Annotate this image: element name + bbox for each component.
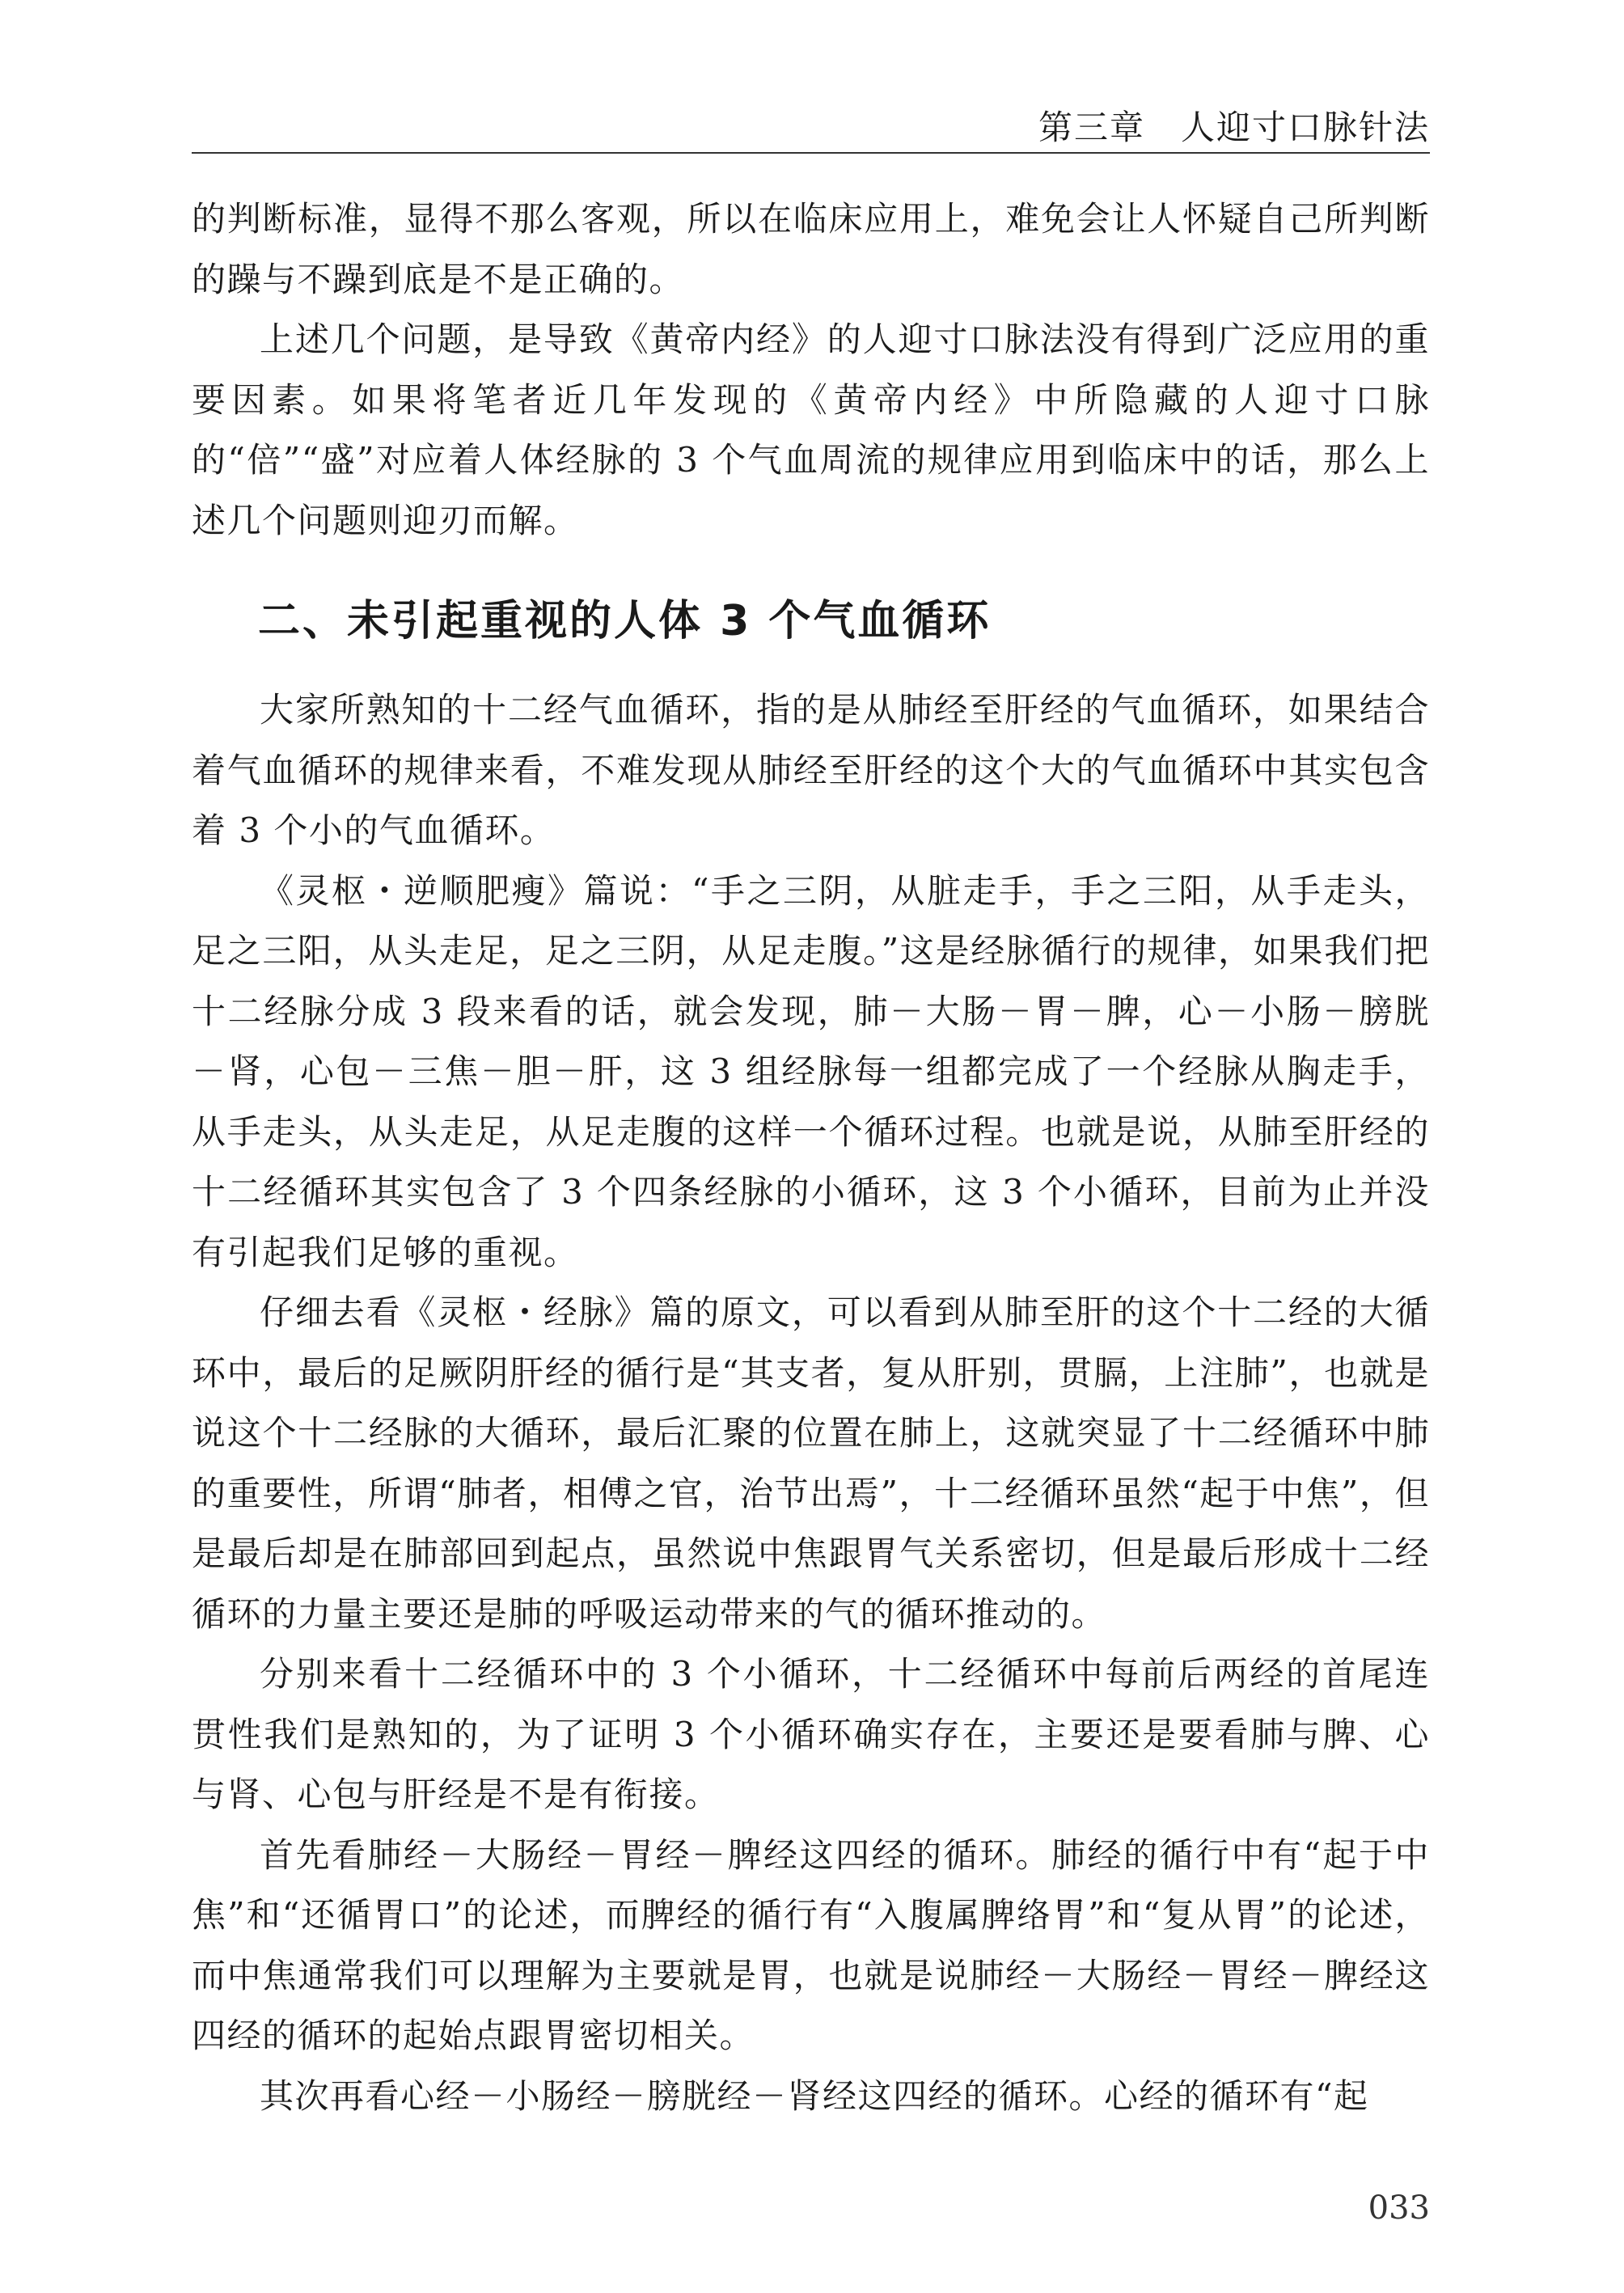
section-heading: 二、未引起重视的人体 3 个气血循环 xyxy=(258,597,992,645)
paragraph-4: 《灵枢・逆顺肥瘦》篇说：“手之三阴，从脏走手，手之三阳，从手走头，足之三阳，从头走足，足之三阴，从足走腹。”这是经脉循行的规律，如果我们把十二经脉分成 3 段来看的话，就会发现，肺－大肠－胃－脾，心－小肠－膀胱－肾，心包－三焦－胆－肝，这 3 组经脉每一组都完成了一个经脉从胸走手，从手走头，从头走足，从足走腹的这样一个循环过程。也就是说，从肺至肝经的十二经循环其实包含了 3 个四条经脉的小循环，这 3 个小循环，目前为止并没有引起我们足够的重视。 xyxy=(192,870,1430,1272)
paragraph-6: 分别来看十二经循环中的 3 个小循环，十二经循环中每前后两经的首尾连贯性我们是熟知的，为了证明 3 个小循环确实存在，主要还是要看肺与脾、心与肾、心包与肝经是不是有衔接。 xyxy=(192,1654,1430,1814)
chapter-title: 第三章 人迎寸口脉针法 xyxy=(1038,108,1430,147)
running-header xyxy=(192,104,1430,154)
paragraph-2: 上述几个问题，是导致《黄帝内经》的人迎寸口脉法没有得到广泛应用的重要因素。如果将笔者近几年发现的《黄帝内经》中所隐藏的人迎寸口脉的“倍”“盛”对应着人体经脉的 3 个气血周流的规律应用到临床中的话，那么上述几个问题则迎刃而解。 xyxy=(192,319,1430,540)
page-number: 033 xyxy=(1368,2189,1430,2227)
paragraph-8: 其次再看心经－小肠经－膀胱经－肾经这四经的循环。心经的循环有“起 xyxy=(260,2075,1369,2116)
paragraph-7: 首先看肺经－大肠经－胃经－脾经这四经的循环。肺经的循行中有“起于中焦”和“还循胃口”的论述，而脾经的循行有“入腹属脾络胃”和“复从胃”的论述，而中焦通常我们可以理解为主要就是胃，也就是说肺经－大肠经－胃经－脾经这四经的循环的起始点跟胃密切相关。 xyxy=(192,1834,1430,2055)
paragraph-5: 仔细去看《灵枢・经脉》篇的原文，可以看到从肺至肝的这个十二经的大循环中，最后的足厥阴肝经的循行是“其支者，复从肝别，贯膈，上注肺”，也就是说这个十二经脉的大循环，最后汇聚的位置在肺上，这就突显了十二经循环中肺的重要性，所谓“肺者，相傅之官，治节出焉”，十二经循环虽然“起于中焦”，但是最后却是在肺部回到起点，虽然说中焦跟胃气关系密切，但是最后形成十二经循环的力量主要还是肺的呼吸运动带来的气的循环推动的。 xyxy=(192,1292,1430,1634)
body-text xyxy=(192,189,1430,2126)
paragraph-1: 的判断标准，显得不那么客观，所以在临床应用上，难免会让人怀疑自己所判断的躁与不躁到底是不是正确的。 xyxy=(192,199,1430,299)
paragraph-3: 大家所熟知的十二经气血循环，指的是从肺经至肝经的气血循环，如果结合着气血循环的规律来看，不难发现从肺经至肝经的这个大的气血循环中其实包含着 3 个小的气血循环。 xyxy=(192,690,1430,850)
